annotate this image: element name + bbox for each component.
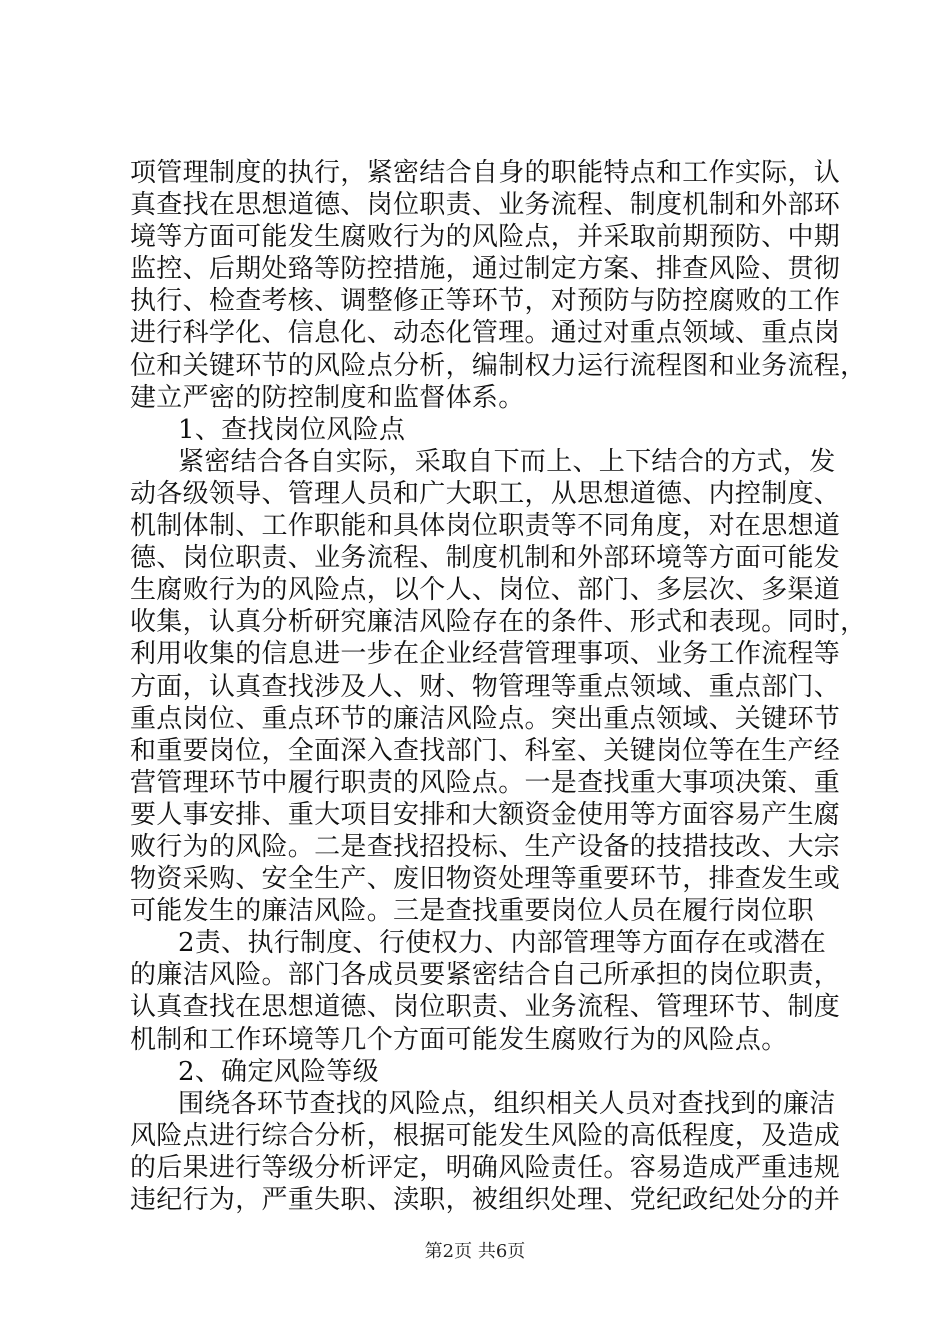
section-heading: 1、查找岗位风险点 — [178, 414, 406, 445]
text-line: 的后果进行等级分析评定，明确风险责任。容易造成严重违规 — [130, 1152, 841, 1183]
text-line: 认真查找在思想道德、岗位职责、业务流程、管理环节、制度 — [130, 992, 841, 1023]
text-line: 境等方面可能发生腐败行为的风险点，并采取前期预防、中期 — [130, 222, 841, 253]
text-line: 风险点进行综合分析，根据可能发生风险的高低程度，及造成 — [130, 1120, 841, 1151]
text-line: 收集，认真分析研究廉洁风险存在的条件、形式和表现。同时， — [130, 607, 867, 638]
page-number-footer: 第2页 共6页 — [424, 1241, 526, 1262]
text-line: 的廉洁风险。部门各成员要紧密结合自己所承担的岗位职责， — [130, 960, 841, 991]
text-line: 围绕各环节查找的风险点，组织相关人员对查找到的廉洁 — [178, 1088, 836, 1119]
text-line: 建立严密的防控制度和监督体系。 — [130, 382, 525, 413]
text-line: 执行、检查考核、调整修正等环节，对预防与防控腐败的工作 — [130, 286, 841, 317]
text-line: 进行科学化、信息化、动态化管理。通过对重点领域、重点岗 — [130, 318, 841, 349]
text-line: 方面，认真查找涉及人、财、物管理等重点领域、重点部门、 — [130, 671, 841, 702]
text-line: 德、岗位职责、业务流程、制度机制和外部环境等方面可能发 — [130, 543, 841, 574]
text-line: 物资采购、安全生产、废旧物资处理等重要环节，排查发生或 — [130, 864, 841, 895]
text-line: 利用收集的信息进一步在企业经营管理事项、业务工作流程等 — [130, 639, 841, 670]
text-line: 败行为的风险。二是查找招投标、生产设备的技措技改、大宗 — [130, 831, 841, 862]
section-heading: 2、确定风险等级 — [178, 1056, 379, 1087]
text-line: 2责、执行制度、行使权力、内部管理等方面存在或潜在 — [178, 928, 827, 959]
text-line: 重点岗位、重点环节的廉洁风险点。突出重点领域、关键环节 — [130, 703, 841, 734]
text-line: 生腐败行为的风险点，以个人、岗位、部门、多层次、多渠道 — [130, 575, 841, 606]
text-line: 违纪行为，严重失职、渎职，被组织处理、党纪政纪处分的并 — [130, 1185, 841, 1215]
text-line: 可能发生的廉洁风险。三是查找重要岗位人员在履行岗位职 — [130, 896, 814, 927]
text-line: 要人事安排、重大项目安排和大额资金使用等方面容易产生腐 — [130, 799, 841, 830]
text-line: 营管理环节中履行职责的风险点。一是查找重大事项决策、重 — [130, 767, 841, 798]
text-line: 机制体制、工作职能和具体岗位职责等不同角度，对在思想道 — [130, 511, 841, 542]
text-line: 紧密结合各自实际，采取自下而上、上下结合的方式，发 — [178, 446, 836, 477]
text-line: 位和关键环节的风险点分析，编制权力运行流程图和业务流程， — [130, 350, 867, 381]
document-body — [130, 157, 867, 1216]
text-line: 动各级领导、管理人员和广大职工，从思想道德、内控制度、 — [130, 478, 841, 509]
text-line: 监控、后期处臵等防控措施，通过制定方案、排查风险、贯彻 — [130, 254, 841, 285]
text-line: 机制和工作环境等几个方面可能发生腐败行为的风险点。 — [130, 1024, 788, 1055]
text-line: 和重要岗位，全面深入查找部门、科室、关键岗位等在生产经 — [130, 735, 841, 766]
text-line: 项管理制度的执行，紧密结合自身的职能特点和工作实际，认 — [130, 158, 841, 188]
text-line: 真查找在思想道德、岗位职责、业务流程、制度机制和外部环 — [130, 190, 841, 221]
